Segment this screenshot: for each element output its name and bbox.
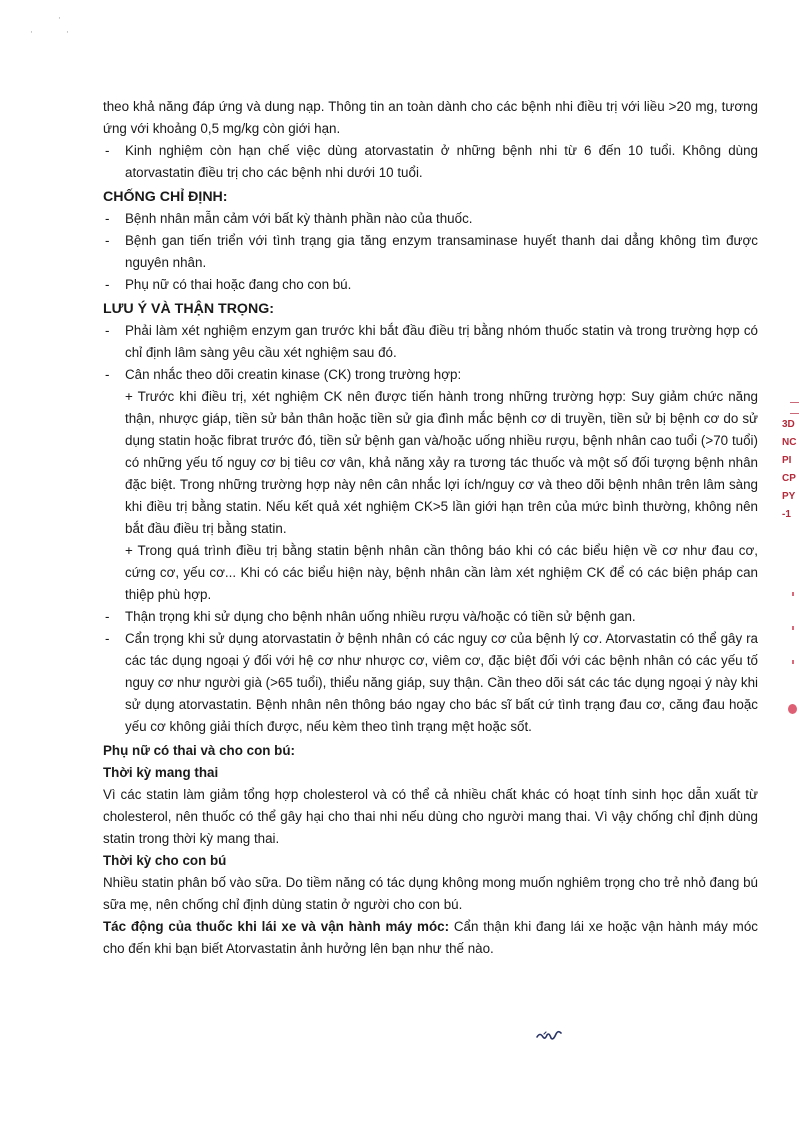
scan-speck: · (58, 14, 61, 24)
edge-stamp-text: PI (782, 455, 792, 466)
heading-contraindications: CHỐNG CHỈ ĐỊNH: (103, 189, 228, 205)
stamp-edge-lines (790, 402, 799, 414)
bullet-pediatric: - Kinh nghiệm còn hạn chế việc dùng atorvastatin ở những bệnh nhi từ 6 đến 10 tuổi. Không dùng atorvastatin điều trị cho các bệnh nhi dưới 10 tuổi. (103, 140, 758, 184)
paragraph-continued: theo khả năng đáp ứng và dung nạp. Thông tin an toàn dành cho các bệnh nhi điều trị với liều >20 mg, tương ứng với khoảng 0,5 mg/kg còn giới hạn. (103, 99, 758, 136)
scan-speck: · (66, 28, 69, 38)
document-body (103, 96, 758, 960)
contraindication-item: - Bệnh gan tiến triển với tình trạng gia tăng enzym transaminase huyết thanh dai dẳng không tìm được nguyên nhân. (103, 230, 758, 274)
heading-pregnancy: Phụ nữ có thai và cho con bú: (103, 743, 295, 758)
driving-title: Tác động của thuốc khi lái xe và vận hành máy móc: (103, 919, 450, 934)
precaution-subitem: + Trong quá trình điều trị bằng statin bệnh nhân cần thông báo khi có các biểu hiện về cơ như đau cơ, cứng cơ, yếu cơ... Khi có các biểu hiện này, bệnh nhân cần làm xét nghiệm CK để có các biện pháp can thiệp phù hợp. (125, 543, 758, 602)
edge-stamp-text: 3D (782, 419, 795, 430)
precaution-item: - Cẩn trọng khi sử dụng atorvastatin ở bệnh nhân có các nguy cơ của bệnh lý cơ. Atorvastatin có thể gây ra các tác dụng ngoại ý đối với hệ cơ như nhược cơ, viêm cơ, đặc biệt đối với các bệnh nhân có các yếu tố nguy cơ như người già (>65 tuổi), thiểu năng giáp, suy thận. Cần theo dõi sát các tác dụng ngoại ý này khi sử dụng atorvastatin. Bệnh nhân nên thông báo ngay cho bác sĩ bất cứ tình trạng đau cơ, căng đau hoặc yếu cơ không giải thích được, nếu kèm theo tình trạng mệt hoặc sốt. (103, 628, 758, 738)
precaution-item: - Thận trọng khi sử dụng cho bệnh nhân uống nhiều rượu và/hoặc có tiền sử bệnh gan. (103, 606, 758, 628)
edge-stamp-text: PY (782, 491, 796, 502)
scan-speck: · (30, 28, 33, 38)
edge-stamp-text: CP (782, 473, 796, 484)
subheading-pregnancy-period: Thời kỳ mang thai (103, 765, 219, 780)
edge-stamp-text: -1 (782, 509, 791, 520)
stamp-fragment (792, 660, 794, 664)
edge-stamp (782, 416, 799, 576)
pregnancy-text: Vì các statin làm giảm tổng hợp cholesterol và có thể cả nhiều chất khác có hoạt tính sinh học dẫn xuất từ cholesterol, nên thuốc có thể gây hại cho thai nhi nếu dùng cho người mang thai. Vì vậy chống chỉ định dùng statin trong thời kỳ mang thai. (103, 787, 758, 846)
subheading-breastfeeding-period: Thời kỳ cho con bú (103, 853, 227, 868)
precaution-item: - Cân nhắc theo dõi creatin kinase (CK) trong trường hợp: (103, 364, 758, 386)
contraindication-item: - Phụ nữ có thai hoặc đang cho con bú. (103, 274, 758, 296)
edge-stamp-text: NC (782, 437, 797, 448)
stamp-fragment (792, 592, 794, 596)
driving-text: Cẩn thận khi đang lái xe hoặc vận hành máy móc cho đến khi bạn biết Atorvastatin ảnh hưởng lên bạn như thế nào. (103, 919, 758, 956)
stamp-ink-blot (788, 704, 797, 714)
stamp-fragment (792, 626, 794, 630)
precaution-subitem: + Trước khi điều trị, xét nghiệm CK nên được tiến hành trong những trường hợp: Suy giảm chức năng thận, nhược giáp, tiền sử bản thân hoặc tiền sử gia đình mắc bệnh cơ di truyền, tiền sử bị bệnh cơ do sử dụng statin hoặc fibrat trước đó, tiền sử bệnh gan và/hoặc uống nhiều rượu, bệnh nhân cao tuổi (>70 tuổi) có những yếu tố nguy cơ bị tiêu cơ vân, khả năng xảy ra tương tác thuốc và một số đối tượng bệnh nhân đặc biệt. Trong những trường hợp này nên cân nhắc lợi ích/nguy cơ và theo dõi bệnh nhân trên lâm sàng khi điều trị bằng statin. Nếu kết quả xét nghiệm CK>5 lần giới hạn trên của mức bình thường, không nên bắt đầu điều trị bằng statin. (125, 389, 758, 536)
contraindication-item: - Bệnh nhân mẫn cảm với bất kỳ thành phần nào của thuốc. (103, 208, 758, 230)
heading-precautions: LƯU Ý VÀ THẬN TRỌNG: (103, 301, 274, 317)
precaution-item: - Phải làm xét nghiệm enzym gan trước khi bắt đầu điều trị bằng nhóm thuốc statin và trong trường hợp có chỉ định lâm sàng yêu cầu xét nghiệm sau đó. (103, 320, 758, 364)
driving-paragraph (103, 916, 758, 960)
handwritten-initials-icon (535, 1028, 565, 1044)
breastfeeding-text: Nhiều statin phân bố vào sữa. Do tiềm năng có tác dụng không mong muốn nghiêm trọng cho trẻ nhỏ đang bú sữa mẹ, nên chống chỉ định dùng statin ở người cho con bú. (103, 875, 758, 912)
